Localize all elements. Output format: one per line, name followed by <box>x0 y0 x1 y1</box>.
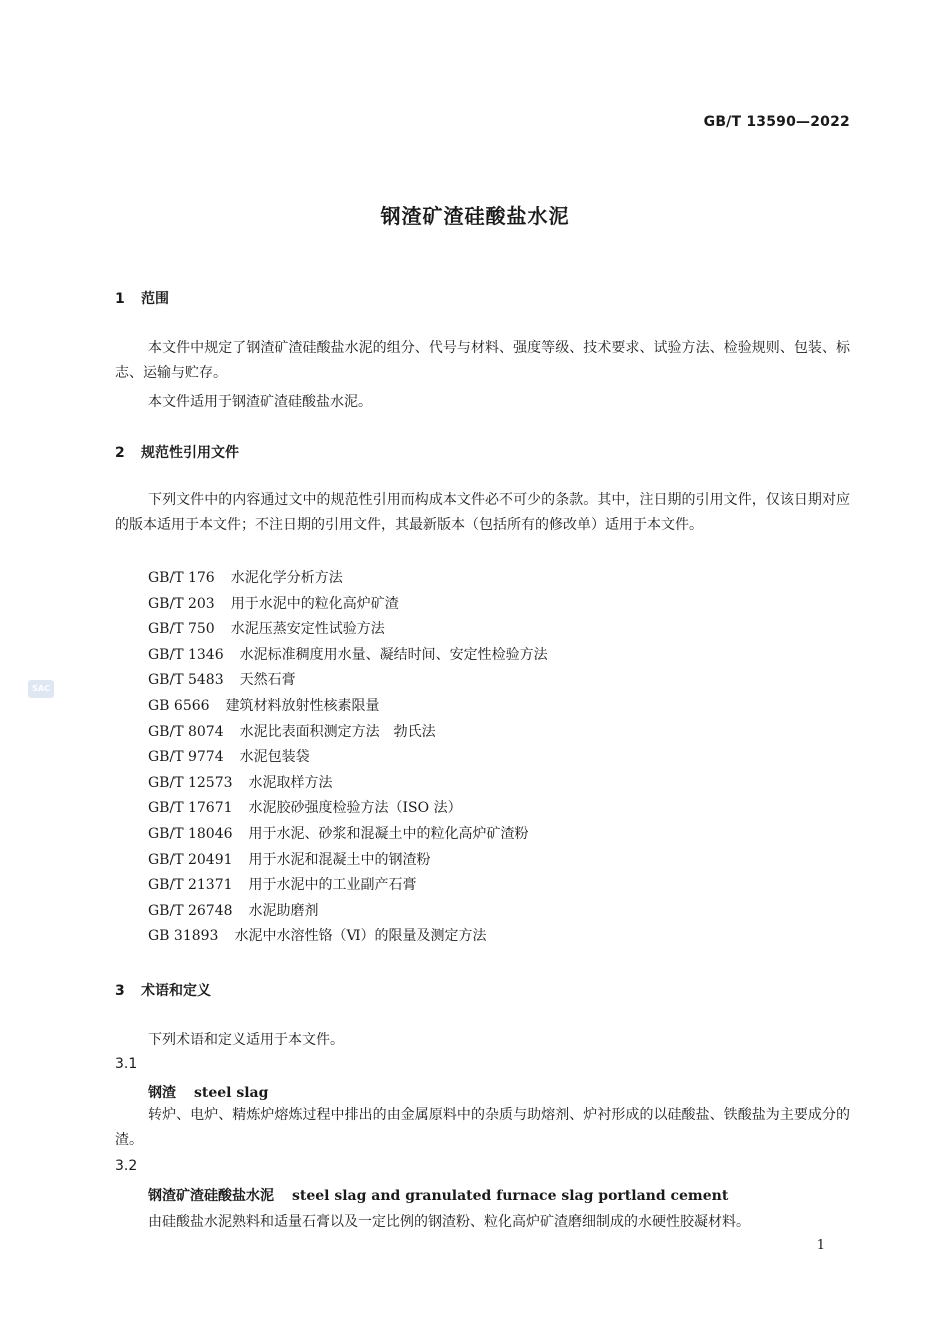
reference-title: 水泥助磨剂 <box>248 903 319 919</box>
reference-title: 用于水泥中的工业副产石膏 <box>248 877 417 893</box>
reference-item <box>148 617 385 643</box>
reference-code: GB/T 8074 <box>148 724 224 740</box>
term-number: 3.2 <box>115 1158 138 1174</box>
term-definition <box>115 1103 850 1153</box>
reference-code: GB 6566 <box>148 698 210 714</box>
term-name <box>148 1185 728 1205</box>
reference-code: GB/T 9774 <box>148 749 224 765</box>
reference-code: GB/T 17671 <box>148 800 233 816</box>
reference-title: 建筑材料放射性核素限量 <box>225 698 380 714</box>
section-1-heading <box>115 288 169 308</box>
reference-item <box>148 924 487 950</box>
reference-title: 水泥胶砂强度检验方法（ISO 法） <box>248 800 462 816</box>
reference-code: GB/T 5483 <box>148 672 224 688</box>
reference-code: GB/T 12573 <box>148 775 233 791</box>
reference-code: GB 31893 <box>148 928 219 944</box>
section-2-heading <box>115 442 239 462</box>
reference-item <box>148 873 417 899</box>
reference-title: 水泥包装袋 <box>239 749 310 765</box>
paragraph-text: 本文件中规定了钢渣矿渣硅酸盐水泥的组分、代号与材料、强度等级、技术要求、试验方法、检验规则、包装、标志、运输与贮存。 <box>115 340 850 381</box>
reference-code: GB/T 750 <box>148 621 215 637</box>
paragraph-text: 转炉、电炉、精炼炉熔炼过程中排出的由金属原料中的杂质与助熔剂、炉衬形成的以硅酸盐、铁酸盐为主要成分的渣。 <box>115 1107 850 1148</box>
section-3-heading <box>115 980 211 1000</box>
reference-code: GB/T 21371 <box>148 877 233 893</box>
reference-title: 天然石膏 <box>239 672 296 688</box>
reference-title: 水泥比表面积测定方法 勃氏法 <box>239 724 436 740</box>
reference-item <box>148 899 319 925</box>
reference-title: 水泥标准稠度用水量、凝结时间、安定性检验方法 <box>239 647 548 663</box>
reference-code: GB/T 1346 <box>148 647 224 663</box>
term-number: 3.1 <box>115 1056 138 1072</box>
page-number: 1 <box>816 1238 825 1253</box>
reference-item <box>148 848 431 874</box>
standard-number: GB/T 13590—2022 <box>703 114 850 130</box>
section-title: 规范性引用文件 <box>141 445 239 461</box>
section-title: 术语和定义 <box>141 983 211 999</box>
term-definition: 由硅酸盐水泥熟料和适量石膏以及一定比例的钢渣粉、粒化高炉矿渣磨细制成的水硬性胶凝材料。 <box>148 1214 750 1230</box>
reference-code: GB/T 20491 <box>148 852 233 868</box>
reference-code: GB/T 176 <box>148 570 215 586</box>
reference-item <box>148 668 296 694</box>
reference-item <box>148 796 462 822</box>
section-number: 3 <box>115 983 125 999</box>
sac-watermark-logo: SAC <box>28 680 54 698</box>
reference-item <box>148 592 399 618</box>
term-name <box>148 1082 268 1102</box>
reference-item <box>148 822 529 848</box>
section-2-intro <box>115 488 850 538</box>
term-name-en: steel slag and granulated furnace slag portland cement <box>292 1188 729 1204</box>
reference-title: 水泥取样方法 <box>248 775 333 791</box>
reference-title: 水泥化学分析方法 <box>230 570 343 586</box>
section-1-paragraph-1 <box>115 336 850 386</box>
term-name-zh: 钢渣矿渣硅酸盐水泥 <box>148 1188 274 1204</box>
section-number: 1 <box>115 291 125 307</box>
reference-code: GB/T 26748 <box>148 903 233 919</box>
reference-item <box>148 566 343 592</box>
reference-code: GB/T 18046 <box>148 826 233 842</box>
paragraph-text: 下列文件中的内容通过文中的规范性引用而构成本文件必不可少的条款。其中，注日期的引用文件，仅该日期对应的版本适用于本文件；不注日期的引用文件，其最新版本（包括所有的修改单）适用于本文件。 <box>115 492 850 533</box>
section-number: 2 <box>115 445 125 461</box>
reference-title: 用于水泥中的粒化高炉矿渣 <box>230 596 399 612</box>
section-1-paragraph-2: 本文件适用于钢渣矿渣硅酸盐水泥。 <box>148 394 372 410</box>
reference-title: 水泥中水溶性铬（Ⅵ）的限量及测定方法 <box>234 928 487 944</box>
document-title: 钢渣矿渣硅酸盐水泥 <box>380 204 570 228</box>
section-title: 范围 <box>141 291 169 307</box>
term-name-zh: 钢渣 <box>148 1085 176 1101</box>
reference-item <box>148 720 436 746</box>
reference-title: 用于水泥、砂浆和混凝土中的粒化高炉矿渣粉 <box>248 826 529 842</box>
term-name-en: steel slag <box>194 1085 269 1101</box>
reference-item <box>148 694 380 720</box>
reference-title: 水泥压蒸安定性试验方法 <box>230 621 385 637</box>
reference-item <box>148 643 548 669</box>
reference-item <box>148 745 310 771</box>
section-3-intro: 下列术语和定义适用于本文件。 <box>148 1032 344 1048</box>
reference-title: 用于水泥和混凝土中的钢渣粉 <box>248 852 431 868</box>
reference-code: GB/T 203 <box>148 596 215 612</box>
reference-item <box>148 771 333 797</box>
